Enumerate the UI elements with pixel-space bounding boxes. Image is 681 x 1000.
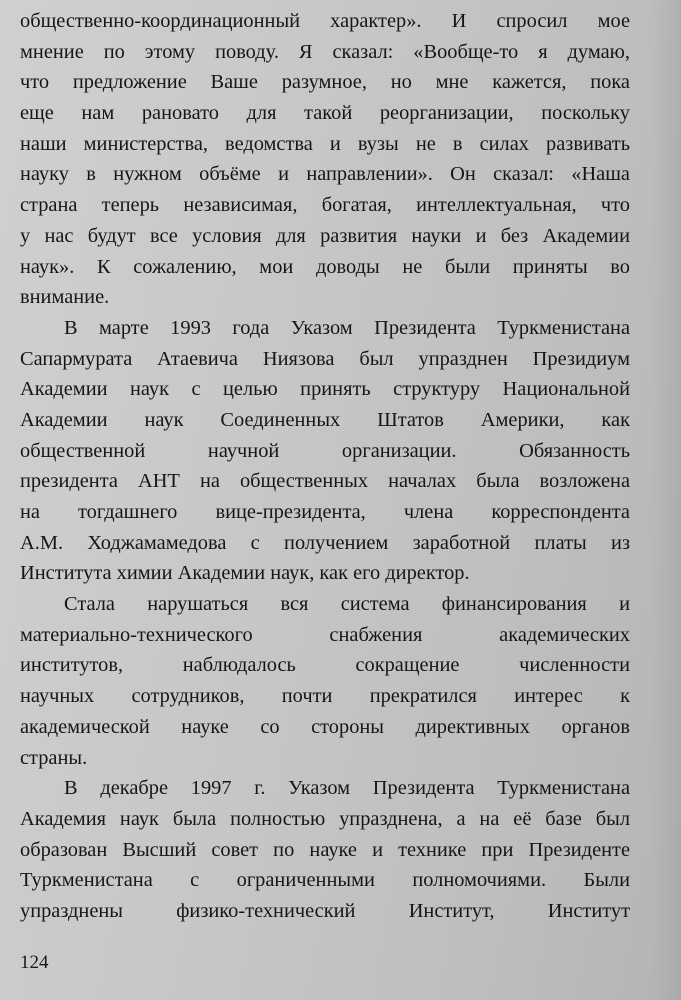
paragraph xyxy=(20,6,630,313)
text-line: В марте 1993 года Указом Президента Туркменистана xyxy=(64,316,630,339)
text-line: Института химии Академии наук, как его директор. xyxy=(20,562,470,585)
text-line: Академия наук была полностью упразднена, а на её базе был xyxy=(20,807,630,830)
page-shadow xyxy=(651,0,681,1000)
text-line: общественной научной организации. Обязанность xyxy=(20,439,630,462)
text-line: науку в нужном объёме и направлении». Он сказал: «Наша xyxy=(20,163,630,186)
text-line: Академии наук Соединенных Штатов Америки, как xyxy=(20,408,630,431)
text-line: институтов, наблюдалось сокращение численности xyxy=(20,654,630,677)
paragraph xyxy=(20,773,630,926)
text-line: образован Высший совет по науке и технике при Президенте xyxy=(20,838,630,861)
text-line: А.М. Ходжамамедова с получением заработной платы из xyxy=(20,531,630,554)
paragraph xyxy=(20,589,630,773)
text-line: мнение по этому поводу. Я сказал: «Вообще-то я думаю, xyxy=(20,40,630,63)
text-line: у нас будут все условия для развития науки и без Академии xyxy=(20,224,630,247)
text-line: еще нам рановато для такой реорганизации, поскольку xyxy=(20,102,630,125)
text-line: Туркменистана с ограниченными полномочиями. Были xyxy=(20,869,630,892)
text-line: научных сотрудников, почти прекратился интерес к xyxy=(20,685,630,708)
text-line: Стала нарушаться вся система финансирования и xyxy=(64,593,630,616)
paragraph xyxy=(20,313,630,589)
text-line: материально-технического снабжения академических xyxy=(20,623,630,646)
text-line: наук». К сожалению, мои доводы не были приняты во xyxy=(20,255,630,278)
text-line: В декабре 1997 г. Указом Президента Туркменистана xyxy=(64,777,630,800)
text-line: наши министерства, ведомства и вузы не в силах развивать xyxy=(20,132,630,155)
page-number: 124 xyxy=(20,952,49,973)
text-line: Академии наук с целью принять структуру Национальной xyxy=(20,378,630,401)
text-line: упразднены физико-технический Институт, Институт xyxy=(20,899,630,922)
text-line: что предложение Ваше разумное, но мне кажется, пока xyxy=(20,71,630,94)
text-line: общественно-координационный характер». И спросил мое xyxy=(20,10,630,32)
text-line: президента АНТ на общественных началах была возложена xyxy=(20,470,630,493)
text-line: на тогдашнего вице-президента, члена корреспондента xyxy=(20,501,630,523)
text-line: внимание. xyxy=(20,286,110,309)
text-line: страны. xyxy=(20,746,88,769)
text-line: Сапармурата Атаевича Ниязова был упразднен Президиум xyxy=(20,347,630,370)
body-text xyxy=(20,6,630,927)
text-line: страна теперь независимая, богатая, интеллектуальная, что xyxy=(20,194,630,217)
text-line: академической науке со стороны директивных органов xyxy=(20,715,630,738)
